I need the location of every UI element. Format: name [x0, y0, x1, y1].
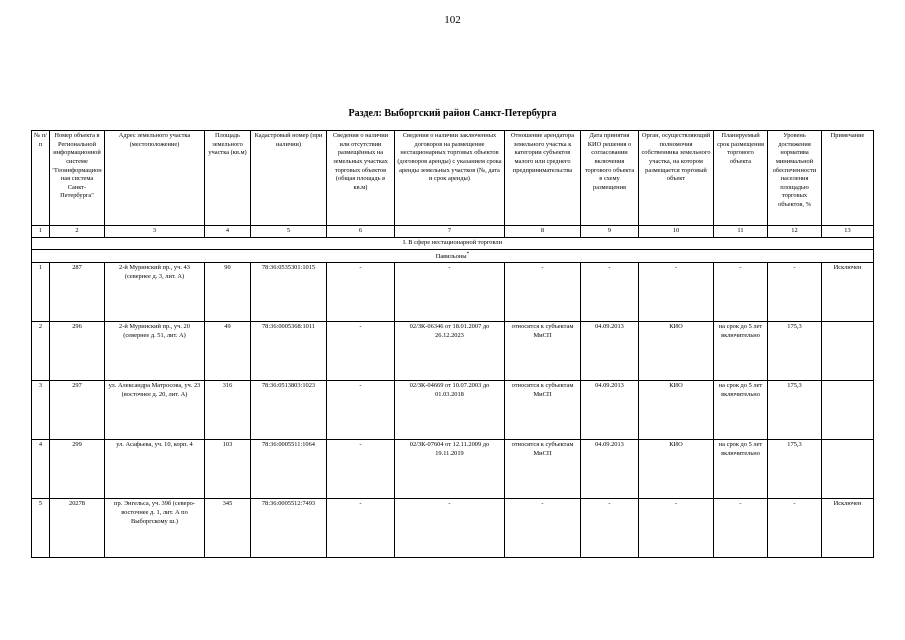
column-header: Дата принятия КИО решения о согласовании включения торгового объекта в схему размещения: [581, 131, 639, 226]
table-cell: 287: [50, 263, 105, 322]
column-number: 3: [105, 226, 205, 238]
table-cell: 175,3: [768, 440, 822, 499]
subgroup-cell: [32, 249, 874, 263]
table-cell: на срок до 5 лет включительно: [714, 322, 768, 381]
table-cell: 04.09.2013: [581, 322, 639, 381]
table-cell: 78:36:0535301:1015: [251, 263, 327, 322]
table-cell: 02/ЗК-04669 от 10.07.2003 до 01.03.2018: [395, 381, 505, 440]
table-cell: -: [639, 499, 714, 558]
table-cell: 78:36:0005512:7493: [251, 499, 327, 558]
section-title: Раздел: Выборгский район Санкт-Петербурга: [348, 108, 557, 119]
table-cell: 78:36:0513803:1023: [251, 381, 327, 440]
table-cell: -: [395, 263, 505, 322]
column-number: 9: [581, 226, 639, 238]
table-cell: 3: [32, 381, 50, 440]
table-cell: 175,3: [768, 381, 822, 440]
table-cell: -: [327, 322, 395, 381]
table-cell: 90: [205, 263, 251, 322]
column-header: Орган, осуществляющий полномочия собственника земельного участка, на котором размещается торговый объект: [639, 131, 714, 226]
table-cell: 20278: [50, 499, 105, 558]
subgroup-footnote-mark: *: [466, 250, 470, 257]
column-number: 8: [505, 226, 581, 238]
table-cell: на срок до 5 лет включительно: [714, 440, 768, 499]
table-cell: [822, 381, 874, 440]
table-cell: 345: [205, 499, 251, 558]
table-cell: 78:36:0005368:1011: [251, 322, 327, 381]
table-cell: 78:36:0005511:1064: [251, 440, 327, 499]
group-row: [32, 237, 874, 249]
column-number: 5: [251, 226, 327, 238]
column-header: Адрес земельного участка (местоположение): [105, 131, 205, 226]
group-title: I. В сфере нестационарной торговли: [32, 237, 874, 249]
column-header: Примечание: [822, 131, 874, 226]
table-cell: -: [581, 263, 639, 322]
column-header: Уровень достижения норматива минимальной обеспеченности населения площадью торговых объектов, %: [768, 131, 822, 226]
table-cell: 103: [205, 440, 251, 499]
table-cell: 297: [50, 381, 105, 440]
table-cell: -: [714, 263, 768, 322]
column-header: № п/п: [32, 131, 50, 226]
registry-table: [31, 130, 874, 558]
table-cell: 49: [205, 322, 251, 381]
table-cell: 2-й Муринский пр., уч. 20 (севернее д. 51, лит. А): [105, 322, 205, 381]
column-number: 11: [714, 226, 768, 238]
table-cell: -: [327, 263, 395, 322]
table-cell: 1: [32, 263, 50, 322]
table-cell: КИО: [639, 440, 714, 499]
column-number: 2: [50, 226, 105, 238]
column-number-row: [32, 226, 874, 238]
table-cell: Исключен: [822, 263, 874, 322]
table-cell: относится к субъектам МиСП: [505, 322, 581, 381]
table-cell: -: [768, 499, 822, 558]
table-cell: 2-й Муринский пр., уч. 43 (севернее д. 3, лит. А): [105, 263, 205, 322]
table-cell: пр. Энгельса, уч. 39б (северо-восточнее д. 1, лит. А по Выборгскому ш.): [105, 499, 205, 558]
column-number: 13: [822, 226, 874, 238]
table-cell: -: [505, 499, 581, 558]
column-header: Планируемый срок размещения торгового объекта: [714, 131, 768, 226]
table-cell: Исключен: [822, 499, 874, 558]
table-cell: 299: [50, 440, 105, 499]
table-row: [32, 381, 874, 440]
table-cell: -: [639, 263, 714, 322]
subgroup-title: Павильоны: [435, 252, 467, 260]
header-row: [32, 131, 874, 226]
table-cell: на срок до 5 лет включительно: [714, 381, 768, 440]
table-cell: 316: [205, 381, 251, 440]
table-row: [32, 263, 874, 322]
column-number: 4: [205, 226, 251, 238]
column-header: Площадь земельного участка (кв.м): [205, 131, 251, 226]
table-cell: -: [327, 381, 395, 440]
table-cell: относится к субъектам МиСП: [505, 381, 581, 440]
table-cell: -: [327, 499, 395, 558]
column-number: 1: [32, 226, 50, 238]
table-cell: -: [581, 499, 639, 558]
table-cell: 2: [32, 322, 50, 381]
column-number: 10: [639, 226, 714, 238]
table-cell: 04.09.2013: [581, 381, 639, 440]
column-number: 7: [395, 226, 505, 238]
column-header: Кадастровый номер (при наличии): [251, 131, 327, 226]
table-row: [32, 499, 874, 558]
column-header: Сведения о наличии заключенных договоров на размещение нестационарных торговых объектов (договоров аренды) с указанием срока аренды земельных участков (№, дата и срок аренды): [395, 131, 505, 226]
column-number: 12: [768, 226, 822, 238]
column-header: Сведения о наличии или отсутствии размещённых на земельных участках торговых объектов (общая площадь в кв.м): [327, 131, 395, 226]
table-cell: ул. Александра Матросова, уч. 23 (восточнее д. 20, лит. А): [105, 381, 205, 440]
page-number: 102: [444, 14, 461, 26]
table-cell: -: [395, 499, 505, 558]
table-cell: -: [505, 263, 581, 322]
subgroup-row: [32, 249, 874, 263]
table-cell: 175,3: [768, 322, 822, 381]
table-cell: [822, 440, 874, 499]
table-cell: 02/ЗК-07604 от 12.11.2009 до 19.11.2019: [395, 440, 505, 499]
column-header: Номер объекта в Региональной информационной системе "Геоинформационная система Санкт-Петербурга": [50, 131, 105, 226]
table-cell: 4: [32, 440, 50, 499]
table-cell: -: [768, 263, 822, 322]
column-number: 6: [327, 226, 395, 238]
table-cell: КИО: [639, 381, 714, 440]
table-row: [32, 440, 874, 499]
table-cell: -: [327, 440, 395, 499]
column-header: Отношение арендатора земельного участка к категории субъектов малого или среднего предпринимательства: [505, 131, 581, 226]
table-cell: КИО: [639, 322, 714, 381]
table-cell: -: [714, 499, 768, 558]
table-cell: [822, 322, 874, 381]
table-cell: 04.09.2013: [581, 440, 639, 499]
table-cell: ул. Асафьева, уч. 10, корп. 4: [105, 440, 205, 499]
table-row: [32, 322, 874, 381]
table-cell: 5: [32, 499, 50, 558]
table-cell: 296: [50, 322, 105, 381]
table-cell: 02/ЗК-06346 от 18.01.2007 до 26.12.2023: [395, 322, 505, 381]
table-cell: относится к субъектам МиСП: [505, 440, 581, 499]
